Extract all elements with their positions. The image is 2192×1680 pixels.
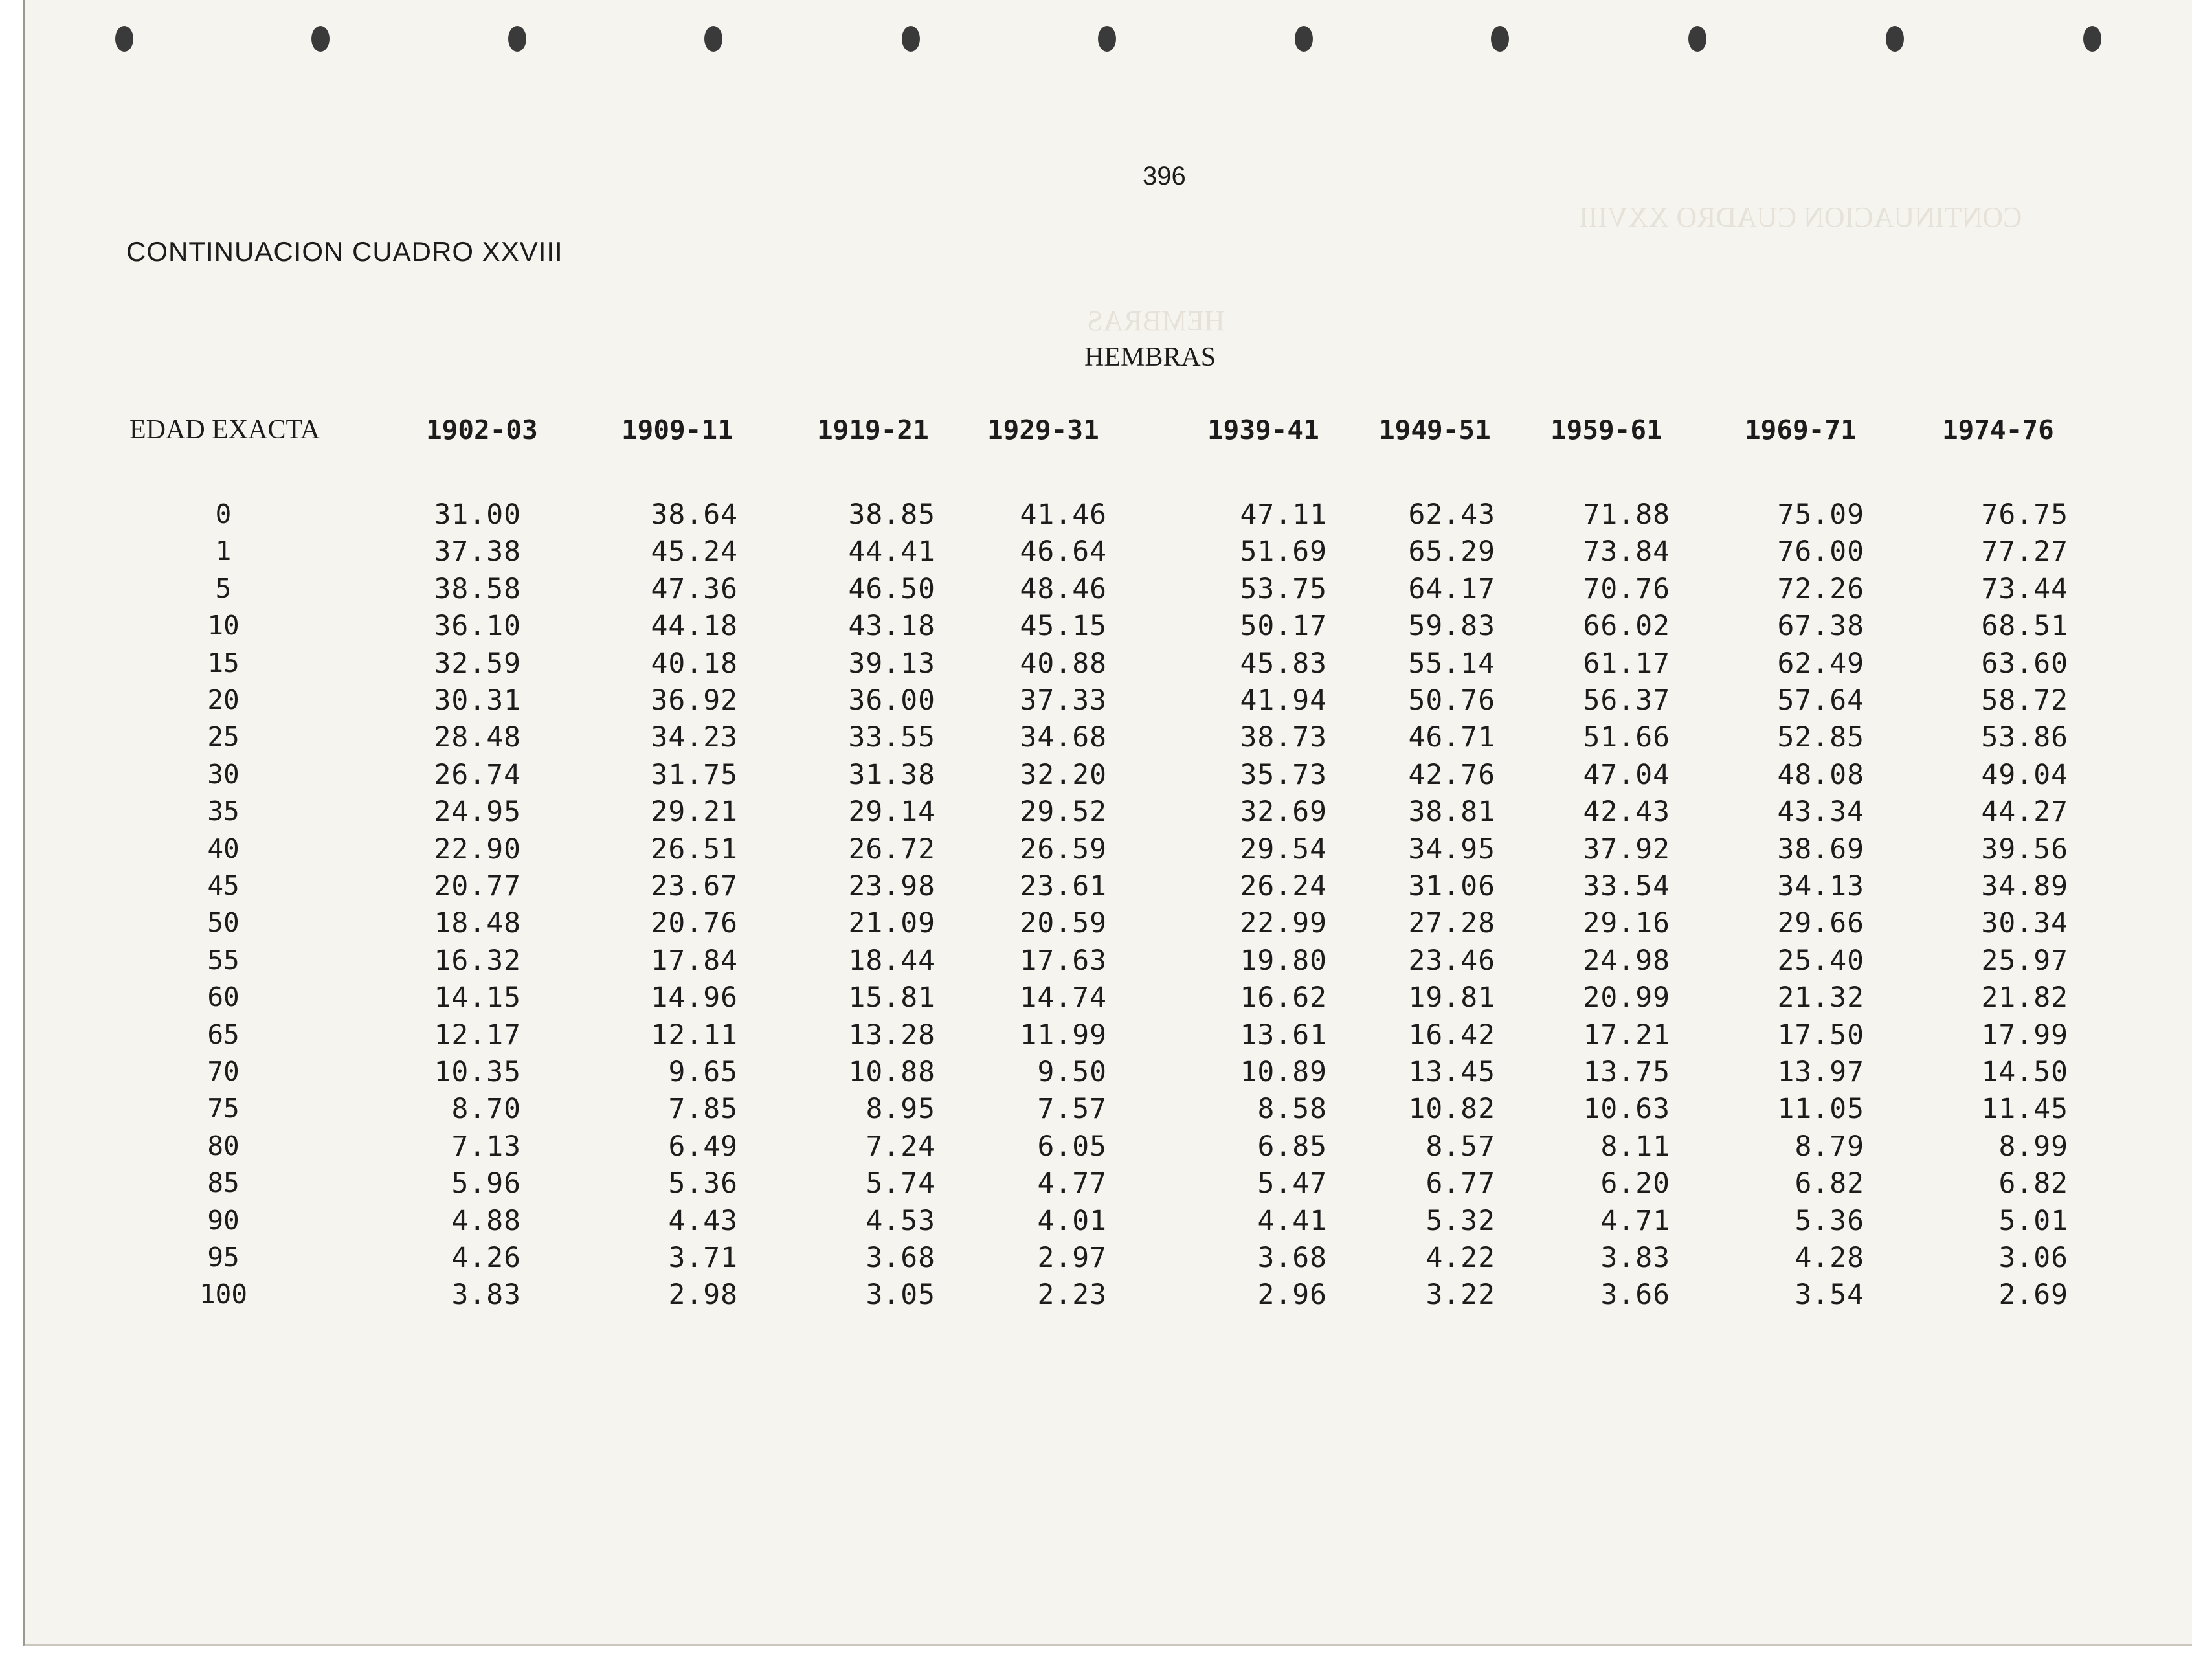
life-expectancy-cell: 40.18	[651, 647, 738, 680]
life-expectancy-cell: 10.88	[848, 1056, 935, 1088]
age-cell: 5	[215, 573, 232, 604]
life-expectancy-cell: 23.61	[1020, 870, 1107, 902]
life-expectancy-cell: 76.00	[1777, 535, 1864, 568]
life-expectancy-cell: 13.45	[1408, 1056, 1495, 1088]
age-cell: 100	[199, 1279, 248, 1310]
life-expectancy-cell: 38.64	[651, 498, 738, 531]
life-expectancy-cell: 11.99	[1020, 1019, 1107, 1051]
table-row	[0, 907, 2192, 944]
life-expectancy-cell: 48.46	[1020, 573, 1107, 605]
life-expectancy-cell: 62.43	[1408, 498, 1495, 531]
life-expectancy-cell: 20.99	[1583, 981, 1670, 1014]
table-row	[0, 1019, 2192, 1056]
life-expectancy-cell: 5.96	[451, 1167, 521, 1200]
life-expectancy-cell: 6.82	[1795, 1167, 1864, 1200]
life-expectancy-cell: 7.85	[668, 1093, 738, 1125]
life-expectancy-cell: 53.75	[1240, 573, 1327, 605]
life-expectancy-cell: 4.71	[1600, 1205, 1670, 1237]
table-row	[0, 535, 2192, 572]
age-cell: 45	[207, 870, 240, 901]
life-expectancy-cell: 18.48	[434, 907, 521, 939]
life-expectancy-cell: 24.98	[1583, 945, 1670, 977]
life-expectancy-cell: 27.28	[1408, 907, 1495, 939]
life-expectancy-cell: 3.83	[1600, 1242, 1670, 1274]
life-expectancy-cell: 19.81	[1408, 981, 1495, 1014]
period-header: 1969-71	[1745, 414, 1857, 445]
life-expectancy-cell: 3.68	[1257, 1242, 1327, 1274]
life-expectancy-cell: 38.81	[1408, 796, 1495, 828]
life-expectancy-cell: 44.41	[848, 535, 935, 568]
life-expectancy-cell: 38.69	[1777, 833, 1864, 866]
life-expectancy-cell: 49.04	[1981, 759, 2068, 791]
age-column-header: EDAD EXACTA	[129, 415, 320, 445]
life-expectancy-cell: 51.66	[1583, 721, 1670, 754]
life-expectancy-cell: 52.85	[1777, 721, 1864, 754]
life-expectancy-cell: 10.63	[1583, 1093, 1670, 1125]
life-expectancy-cell: 47.11	[1240, 498, 1327, 531]
life-expectancy-cell: 8.99	[1998, 1130, 2068, 1163]
life-expectancy-cell: 32.69	[1240, 796, 1327, 828]
punch-hole	[2083, 26, 2101, 52]
life-expectancy-cell: 21.32	[1777, 981, 1864, 1014]
life-expectancy-cell: 50.76	[1408, 684, 1495, 717]
life-expectancy-cell: 3.05	[866, 1279, 935, 1311]
life-expectancy-cell: 13.61	[1240, 1019, 1327, 1051]
table-row	[0, 610, 2192, 647]
table-row	[0, 684, 2192, 721]
life-expectancy-cell: 5.01	[1998, 1205, 2068, 1237]
punch-hole	[1886, 26, 1904, 52]
life-expectancy-cell: 72.26	[1777, 573, 1864, 605]
period-header: 1949-51	[1379, 414, 1491, 445]
life-expectancy-cell: 38.58	[434, 573, 521, 605]
life-expectancy-cell: 26.72	[848, 833, 935, 866]
punch-hole	[115, 26, 133, 52]
life-expectancy-cell: 23.46	[1408, 945, 1495, 977]
table-row	[0, 1167, 2192, 1204]
life-expectancy-cell: 47.36	[651, 573, 738, 605]
age-cell: 90	[207, 1205, 240, 1236]
age-cell: 25	[207, 721, 240, 752]
age-cell: 60	[207, 981, 240, 1013]
life-expectancy-cell: 24.95	[434, 796, 521, 828]
life-expectancy-cell: 17.84	[651, 945, 738, 977]
life-expectancy-cell: 68.51	[1981, 610, 2068, 642]
life-expectancy-cell: 6.05	[1037, 1130, 1107, 1163]
life-expectancy-cell: 7.13	[451, 1130, 521, 1163]
life-expectancy-cell: 16.32	[434, 945, 521, 977]
life-expectancy-cell: 75.09	[1777, 498, 1864, 531]
punch-hole	[508, 26, 526, 52]
life-expectancy-cell: 2.97	[1037, 1242, 1107, 1274]
life-expectancy-cell: 32.20	[1020, 759, 1107, 791]
life-expectancy-cell: 34.68	[1020, 721, 1107, 754]
life-expectancy-cell: 29.66	[1777, 907, 1864, 939]
life-expectancy-cell: 15.81	[848, 981, 935, 1014]
age-cell: 1	[215, 535, 232, 566]
life-expectancy-cell: 70.76	[1583, 573, 1670, 605]
life-expectancy-cell: 14.50	[1981, 1056, 2068, 1088]
life-expectancy-cell: 53.86	[1981, 721, 2068, 754]
life-expectancy-cell: 31.06	[1408, 870, 1495, 902]
life-expectancy-cell: 26.59	[1020, 833, 1107, 866]
life-expectancy-cell: 25.97	[1981, 945, 2068, 977]
life-expectancy-cell: 6.20	[1600, 1167, 1670, 1200]
life-expectancy-cell: 44.18	[651, 610, 738, 642]
life-expectancy-cell: 26.24	[1240, 870, 1327, 902]
life-expectancy-cell: 11.05	[1777, 1093, 1864, 1125]
life-expectancy-cell: 14.74	[1020, 981, 1107, 1014]
life-expectancy-cell: 59.83	[1408, 610, 1495, 642]
life-expectancy-cell: 26.74	[434, 759, 521, 791]
life-expectancy-cell: 42.43	[1583, 796, 1670, 828]
life-expectancy-cell: 25.40	[1777, 945, 1864, 977]
life-expectancy-cell: 39.56	[1981, 833, 2068, 866]
punch-hole	[902, 26, 920, 52]
life-expectancy-cell: 2.23	[1037, 1279, 1107, 1311]
life-expectancy-cell: 8.58	[1257, 1093, 1327, 1125]
life-expectancy-cell: 3.71	[668, 1242, 738, 1274]
age-cell: 35	[207, 796, 240, 827]
life-expectancy-cell: 21.09	[848, 907, 935, 939]
table-row	[0, 1205, 2192, 1242]
life-expectancy-cell: 4.77	[1037, 1167, 1107, 1200]
life-expectancy-cell: 50.17	[1240, 610, 1327, 642]
life-expectancy-cell: 3.22	[1426, 1279, 1495, 1311]
life-expectancy-cell: 56.37	[1583, 684, 1670, 717]
life-expectancy-cell: 3.54	[1795, 1279, 1864, 1311]
life-expectancy-cell: 40.88	[1020, 647, 1107, 680]
life-expectancy-cell: 33.55	[848, 721, 935, 754]
table-row	[0, 1056, 2192, 1093]
period-header: 1919-21	[817, 414, 929, 445]
life-expectancy-cell: 38.85	[848, 498, 935, 531]
life-expectancy-cell: 34.89	[1981, 870, 2068, 902]
life-expectancy-cell: 36.00	[848, 684, 935, 717]
life-expectancy-cell: 5.32	[1426, 1205, 1495, 1237]
table-row	[0, 1130, 2192, 1167]
life-expectancy-cell: 14.96	[651, 981, 738, 1014]
life-expectancy-cell: 4.22	[1426, 1242, 1495, 1274]
life-expectancy-cell: 29.54	[1240, 833, 1327, 866]
age-cell: 75	[207, 1093, 240, 1124]
table-row	[0, 647, 2192, 684]
life-expectancy-cell: 17.99	[1981, 1019, 2068, 1051]
life-expectancy-cell: 29.52	[1020, 796, 1107, 828]
life-expectancy-cell: 34.23	[651, 721, 738, 754]
life-expectancy-cell: 35.73	[1240, 759, 1327, 791]
life-expectancy-cell: 17.21	[1583, 1019, 1670, 1051]
period-header: 1959-61	[1550, 414, 1662, 445]
life-expectancy-cell: 48.08	[1777, 759, 1864, 791]
life-expectancy-cell: 73.84	[1583, 535, 1670, 568]
punch-hole	[1688, 26, 1706, 52]
life-expectancy-cell: 12.17	[434, 1019, 521, 1051]
table-row	[0, 833, 2192, 870]
life-expectancy-cell: 42.76	[1408, 759, 1495, 791]
life-expectancy-cell: 5.74	[866, 1167, 935, 1200]
life-expectancy-cell: 8.70	[451, 1093, 521, 1125]
life-expectancy-cell: 18.44	[848, 945, 935, 977]
life-expectancy-cell: 37.33	[1020, 684, 1107, 717]
life-expectancy-cell: 5.47	[1257, 1167, 1327, 1200]
life-expectancy-cell: 45.83	[1240, 647, 1327, 680]
life-expectancy-cell: 39.13	[848, 647, 935, 680]
life-expectancy-cell: 55.14	[1408, 647, 1495, 680]
life-expectancy-cell: 63.60	[1981, 647, 2068, 680]
table-row	[0, 945, 2192, 981]
table-row	[0, 796, 2192, 833]
table-row	[0, 981, 2192, 1018]
life-expectancy-cell: 37.38	[434, 535, 521, 568]
life-expectancy-cell: 14.15	[434, 981, 521, 1014]
life-expectancy-cell: 12.11	[651, 1019, 738, 1051]
life-expectancy-cell: 46.71	[1408, 721, 1495, 754]
age-cell: 0	[215, 498, 232, 530]
life-expectancy-cell: 3.83	[451, 1279, 521, 1311]
life-expectancy-cell: 6.85	[1257, 1130, 1327, 1163]
life-expectancy-cell: 16.42	[1408, 1019, 1495, 1051]
life-expectancy-cell: 23.67	[651, 870, 738, 902]
life-expectancy-cell: 45.15	[1020, 610, 1107, 642]
age-cell: 15	[207, 647, 240, 678]
life-expectancy-cell: 10.35	[434, 1056, 521, 1088]
life-expectancy-cell: 8.11	[1600, 1130, 1670, 1163]
life-expectancy-cell: 46.64	[1020, 535, 1107, 568]
life-expectancy-cell: 30.31	[434, 684, 521, 717]
period-header: 1939-41	[1207, 414, 1319, 445]
life-expectancy-cell: 71.88	[1583, 498, 1670, 531]
punch-hole	[1295, 26, 1313, 52]
table-row	[0, 870, 2192, 907]
life-expectancy-cell: 36.10	[434, 610, 521, 642]
life-expectancy-cell: 41.94	[1240, 684, 1327, 717]
life-expectancy-cell: 37.92	[1583, 833, 1670, 866]
age-cell: 30	[207, 759, 240, 790]
table-row	[0, 759, 2192, 796]
punch-hole	[1491, 26, 1509, 52]
life-expectancy-cell: 47.04	[1583, 759, 1670, 791]
life-expectancy-cell: 73.44	[1981, 573, 2068, 605]
age-cell: 40	[207, 833, 240, 864]
life-expectancy-cell: 21.82	[1981, 981, 2068, 1014]
life-expectancy-cell: 10.89	[1240, 1056, 1327, 1088]
age-cell: 65	[207, 1019, 240, 1050]
life-expectancy-cell: 77.27	[1981, 535, 2068, 568]
life-expectancy-cell: 8.95	[866, 1093, 935, 1125]
life-expectancy-cell: 31.38	[848, 759, 935, 791]
life-expectancy-cell: 43.34	[1777, 796, 1864, 828]
life-expectancy-cell: 29.14	[848, 796, 935, 828]
life-expectancy-cell: 13.75	[1583, 1056, 1670, 1088]
life-expectancy-cell: 3.68	[866, 1242, 935, 1274]
life-expectancy-cell: 17.63	[1020, 945, 1107, 977]
life-expectancy-cell: 8.79	[1795, 1130, 1864, 1163]
life-expectancy-cell: 31.75	[651, 759, 738, 791]
punch-hole	[704, 26, 722, 52]
life-expectancy-cell: 41.46	[1020, 498, 1107, 531]
life-expectancy-cell: 4.43	[668, 1205, 738, 1237]
life-expectancy-cell: 4.26	[451, 1242, 521, 1274]
life-expectancy-cell: 43.18	[848, 610, 935, 642]
life-expectancy-cell: 76.75	[1981, 498, 2068, 531]
table-row	[0, 721, 2192, 758]
life-expectancy-cell: 10.82	[1408, 1093, 1495, 1125]
life-expectancy-cell: 44.27	[1981, 796, 2068, 828]
table-header-row	[0, 414, 2192, 453]
life-expectancy-cell: 2.69	[1998, 1279, 2068, 1311]
life-expectancy-cell: 20.76	[651, 907, 738, 939]
life-expectancy-cell: 61.17	[1583, 647, 1670, 680]
life-expectancy-cell: 7.57	[1037, 1093, 1107, 1125]
life-expectancy-cell: 19.80	[1240, 945, 1327, 977]
life-expectancy-cell: 58.72	[1981, 684, 2068, 717]
age-cell: 70	[207, 1056, 240, 1087]
punch-hole	[311, 26, 330, 52]
show-through-text: CONTINUACION CUADRO XXVIII	[1579, 201, 2022, 233]
life-expectancy-cell: 9.65	[668, 1056, 738, 1088]
life-expectancy-cell: 34.13	[1777, 870, 1864, 902]
life-expectancy-cell: 13.28	[848, 1019, 935, 1051]
life-expectancy-cell: 3.66	[1600, 1279, 1670, 1311]
sex-heading: HEMBRAS	[1084, 342, 1216, 372]
table-row	[0, 1093, 2192, 1130]
life-expectancy-cell: 22.90	[434, 833, 521, 866]
life-expectancy-cell: 6.82	[1998, 1167, 2068, 1200]
life-expectancy-cell: 11.45	[1981, 1093, 2068, 1125]
punch-hole	[1098, 26, 1116, 52]
show-through-text: HEMBRAS	[1087, 305, 1225, 337]
life-expectancy-cell: 51.69	[1240, 535, 1327, 568]
life-expectancy-cell: 2.96	[1257, 1279, 1327, 1311]
life-expectancy-cell: 6.77	[1426, 1167, 1495, 1200]
life-expectancy-cell: 4.88	[451, 1205, 521, 1237]
table-row	[0, 1279, 2192, 1316]
life-expectancy-cell: 31.00	[434, 498, 521, 531]
life-expectancy-cell: 66.02	[1583, 610, 1670, 642]
life-expectancy-cell: 30.34	[1981, 907, 2068, 939]
age-cell: 85	[207, 1167, 240, 1198]
age-cell: 20	[207, 684, 240, 715]
life-expectancy-cell: 17.50	[1777, 1019, 1864, 1051]
table-row	[0, 498, 2192, 535]
life-expectancy-cell: 26.51	[651, 833, 738, 866]
life-expectancy-cell: 29.21	[651, 796, 738, 828]
life-expectancy-cell: 64.17	[1408, 573, 1495, 605]
life-expectancy-cell: 46.50	[848, 573, 935, 605]
life-expectancy-cell: 23.98	[848, 870, 935, 902]
life-expectancy-cell: 7.24	[866, 1130, 935, 1163]
life-expectancy-cell: 4.01	[1037, 1205, 1107, 1237]
age-cell: 50	[207, 907, 240, 938]
life-expectancy-cell: 29.16	[1583, 907, 1670, 939]
life-expectancy-cell: 62.49	[1777, 647, 1864, 680]
life-expectancy-cell: 8.57	[1426, 1130, 1495, 1163]
life-expectancy-cell: 34.95	[1408, 833, 1495, 866]
life-expectancy-cell: 20.59	[1020, 907, 1107, 939]
life-expectancy-cell: 67.38	[1777, 610, 1864, 642]
table-row	[0, 1242, 2192, 1279]
life-expectancy-cell: 65.29	[1408, 535, 1495, 568]
punch-holes	[25, 0, 2192, 91]
life-expectancy-cell: 9.50	[1037, 1056, 1107, 1088]
table-row	[0, 573, 2192, 610]
life-expectancy-cell: 4.28	[1795, 1242, 1864, 1274]
life-expectancy-cell: 5.36	[1795, 1205, 1864, 1237]
life-expectancy-cell: 20.77	[434, 870, 521, 902]
age-cell: 80	[207, 1130, 240, 1161]
life-expectancy-cell: 57.64	[1777, 684, 1864, 717]
age-cell: 55	[207, 945, 240, 976]
page-number: 396	[1143, 162, 1186, 190]
age-cell: 10	[207, 610, 240, 641]
age-cell: 95	[207, 1242, 240, 1273]
period-header: 1909-11	[621, 414, 733, 445]
life-expectancy-cell: 4.53	[866, 1205, 935, 1237]
life-expectancy-cell: 16.62	[1240, 981, 1327, 1014]
life-expectancy-cell: 32.59	[434, 647, 521, 680]
period-header: 1902-03	[426, 414, 538, 445]
life-expectancy-cell: 36.92	[651, 684, 738, 717]
life-expectancy-cell: 4.41	[1257, 1205, 1327, 1237]
life-expectancy-cell: 45.24	[651, 535, 738, 568]
life-expectancy-cell: 5.36	[668, 1167, 738, 1200]
life-expectancy-cell: 38.73	[1240, 721, 1327, 754]
life-expectancy-cell: 2.98	[668, 1279, 738, 1311]
life-expectancy-cell: 33.54	[1583, 870, 1670, 902]
period-header: 1929-31	[987, 414, 1099, 445]
life-expectancy-cell: 6.49	[668, 1130, 738, 1163]
life-expectancy-cell: 22.99	[1240, 907, 1327, 939]
life-expectancy-cell: 28.48	[434, 721, 521, 754]
table-caption: CONTINUACION CUADRO XXVIII	[126, 236, 563, 267]
period-header: 1974-76	[1942, 414, 2054, 445]
life-expectancy-cell: 13.97	[1777, 1056, 1864, 1088]
life-expectancy-cell: 3.06	[1998, 1242, 2068, 1274]
